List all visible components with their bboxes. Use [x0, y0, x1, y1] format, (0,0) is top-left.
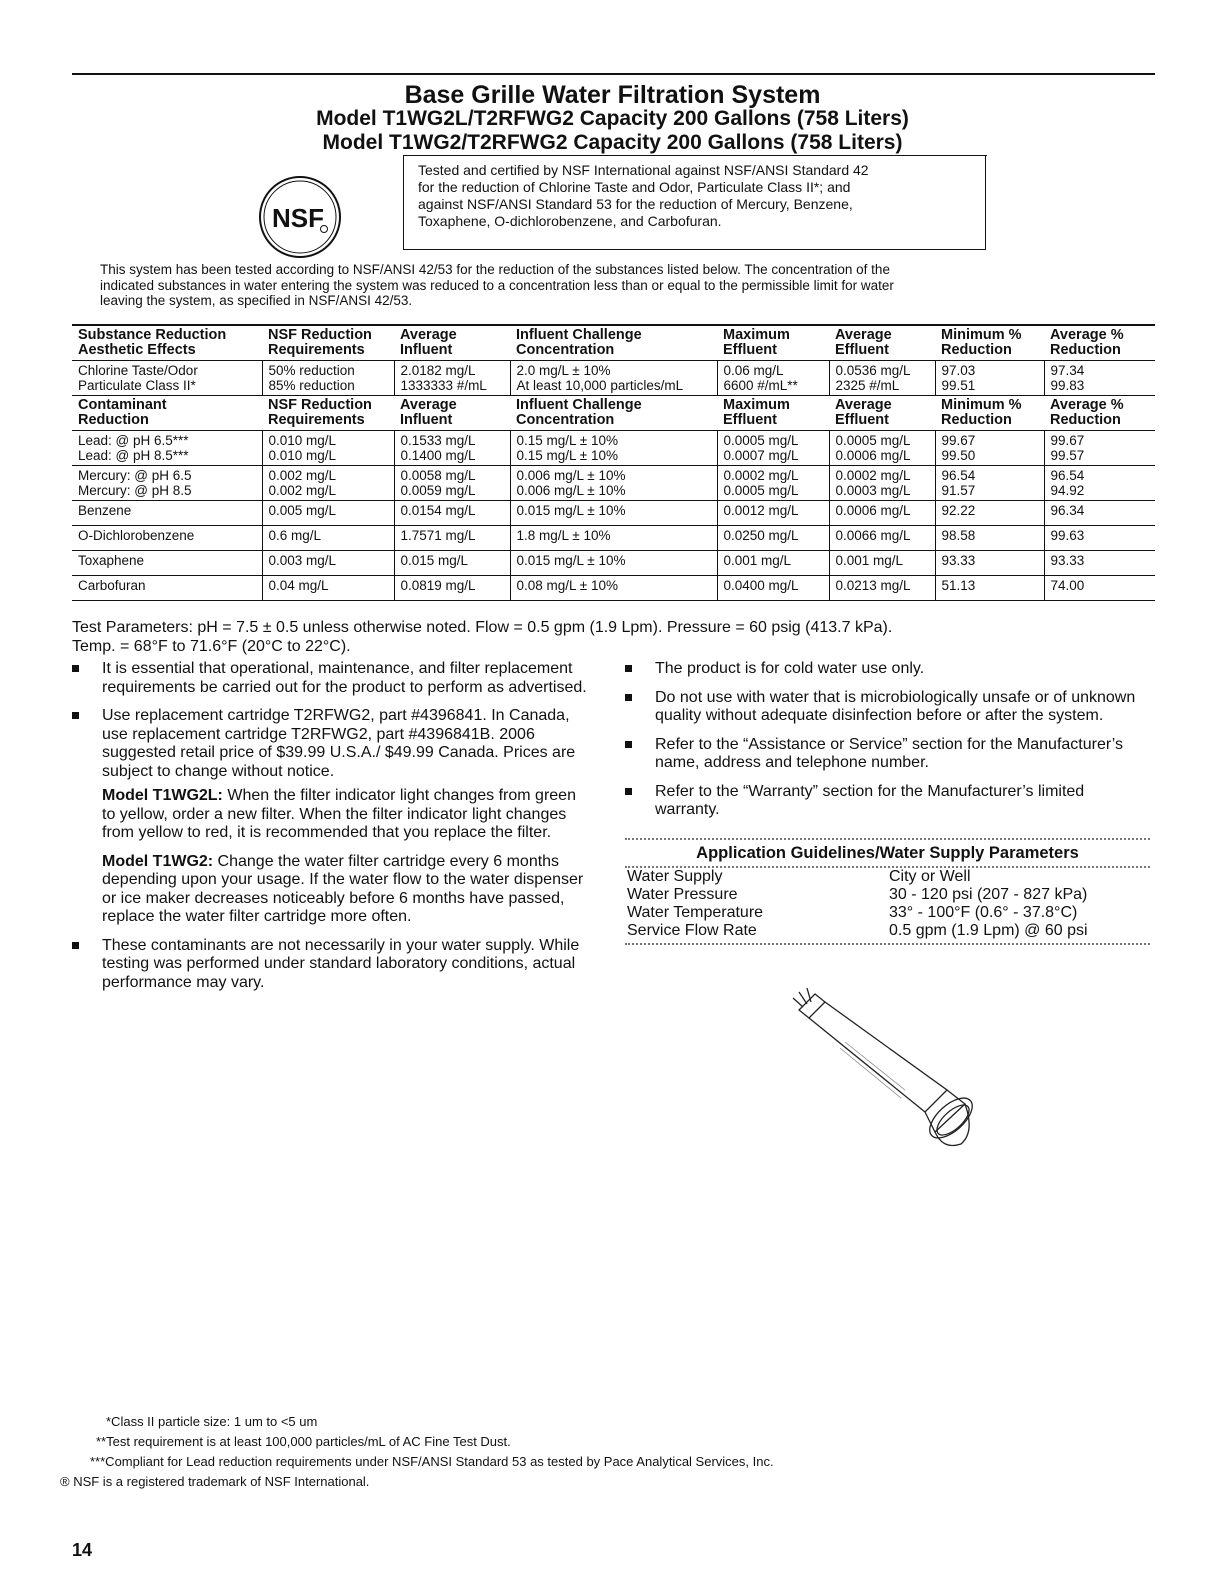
table-header-cell: NSF Reduction Requirements	[262, 396, 394, 431]
bullet-icon	[625, 788, 632, 795]
intro-line: indicated substances in water entering the system was reduced to a concentration less than or equal to the permissible limit for water	[100, 277, 894, 293]
reduction-table	[72, 324, 1155, 601]
top-rule	[72, 73, 1155, 75]
table-header-cell: Minimum % Reduction	[935, 396, 1044, 431]
table-cell: 96.54 91.57	[935, 466, 1044, 501]
table-cell: Benzene	[72, 501, 262, 526]
table-row	[72, 501, 1155, 526]
list-item: It is essential that operational, maintenance, and filter replacement requirements be carried out for the product to perform as advertised.	[72, 660, 592, 697]
table-cell: 0.0250 mg/L	[717, 526, 829, 551]
footnote: **Test requirement is at least 100,000 particles/mL of AC Fine Test Dust.	[96, 1434, 511, 1449]
table-cell: 97.03 99.51	[935, 361, 1044, 396]
table-row	[72, 361, 1155, 396]
footnote: ***Compliant for Lead reduction requirements under NSF/ANSI Standard 53 as tested by Pace Analytical Services, Inc.	[90, 1454, 774, 1469]
right-column	[625, 660, 1150, 945]
table-cell: 92.22	[935, 501, 1044, 526]
table-cell: 51.13	[935, 576, 1044, 601]
bullet-icon	[72, 942, 79, 949]
table-header-cell: Average % Reduction	[1044, 396, 1155, 431]
parameter-name: Service Flow Rate	[627, 922, 757, 939]
table-header-cell: Maximum Effluent	[717, 325, 829, 361]
nsf-logo	[258, 175, 342, 259]
table-cell: 0.0400 mg/L	[717, 576, 829, 601]
table-cell: 97.34 99.83	[1044, 361, 1155, 396]
parameter-name: Water Pressure	[627, 886, 738, 903]
model-line-1: Model T1WG2L/T2RFWG2 Capacity 200 Gallons (758 Liters)	[316, 107, 909, 130]
table-cell: 96.54 94.92	[1044, 466, 1155, 501]
table-cell: 0.1533 mg/L 0.1400 mg/L	[394, 431, 510, 466]
footnote: ® NSF is a registered trademark of NSF International.	[60, 1474, 370, 1489]
table-cell: 2.0182 mg/L 1333333 #/mL	[394, 361, 510, 396]
table-cell: 0.6 mg/L	[262, 526, 394, 551]
table-header-cell: Contaminant Reduction	[72, 396, 262, 431]
table-cell: 0.0066 mg/L	[829, 526, 935, 551]
table-cell: 99.67 99.50	[935, 431, 1044, 466]
table-cell: 0.0058 mg/L 0.0059 mg/L	[394, 466, 510, 501]
table-cell: 0.015 mg/L ± 10%	[510, 551, 717, 576]
table-cell: 1.7571 mg/L	[394, 526, 510, 551]
page-number: 14	[72, 1540, 93, 1560]
table-header-cell: Average Effluent	[829, 396, 935, 431]
table-cell: 0.04 mg/L	[262, 576, 394, 601]
intro-line: This system has been tested according to NSF/ANSI 42/53 for the reduction of the substances listed below. The concentration of the	[100, 262, 890, 277]
bullet-icon	[72, 712, 79, 719]
parameter-name: Water Supply	[627, 868, 723, 885]
table-cell: 0.0012 mg/L	[717, 501, 829, 526]
table-cell: 0.0536 mg/L 2325 #/mL	[829, 361, 935, 396]
table-cell: 1.8 mg/L ± 10%	[510, 526, 717, 551]
table-header-cell: Average Influent	[394, 325, 510, 361]
test-parameters	[72, 618, 892, 656]
table-cell: 0.15 mg/L ± 10% 0.15 mg/L ± 10%	[510, 431, 717, 466]
parameter-value: 33° - 100°F (0.6° - 37.8°C)	[889, 904, 1078, 921]
table-cell: 0.015 mg/L ± 10%	[510, 501, 717, 526]
app-guidelines-row	[625, 922, 1150, 940]
table-cell: O-Dichlorobenzene	[72, 526, 262, 551]
table-cell: 0.001 mg/L	[717, 551, 829, 576]
list-item: Refer to the “Warranty” section for the Manufacturer’s limited warranty.	[625, 783, 1150, 820]
table-cell: 0.001 mg/L	[829, 551, 935, 576]
table-cell: Lead: @ pH 6.5*** Lead: @ pH 8.5***	[72, 431, 262, 466]
table-header-cell: Maximum Effluent	[717, 396, 829, 431]
list-item: Use replacement cartridge T2RFWG2, part #4396841. In Canada, use replacement cartridge T2RFWG2, part #4396841B. 2006 suggested retail price of $39.99 U.S.A./ $49.99 Canada. Prices are subject to change without notice.	[72, 707, 592, 781]
app-guidelines-title: Application Guidelines/Water Supply Parameters	[696, 843, 1079, 862]
table-cell: 0.006 mg/L ± 10% 0.006 mg/L ± 10%	[510, 466, 717, 501]
filter-cartridge-illustration	[785, 982, 985, 1162]
list-item: Do not use with water that is microbiologically unsafe or of unknown quality without adequate disinfection before or after the system.	[625, 689, 1150, 726]
list-item: These contaminants are not necessarily in your water supply. While testing was performed under standard laboratory conditions, actual performance may vary.	[72, 937, 592, 993]
table-header-cell: Average Influent	[394, 396, 510, 431]
table-row	[72, 526, 1155, 551]
table-cell: 99.63	[1044, 526, 1155, 551]
cert-line: Toxaphene, O-dichlorobenzene, and Carbofuran.	[418, 213, 722, 229]
intro-paragraph	[100, 262, 1120, 309]
table-row	[72, 576, 1155, 601]
table-cell: 93.33	[935, 551, 1044, 576]
footnote: *Class II particle size: 1 um to <5 um	[106, 1414, 318, 1429]
parameter-value: 30 - 120 psi (207 - 827 kPa)	[889, 886, 1088, 903]
table-header-cell: Influent Challenge Concentration	[510, 325, 717, 361]
divider	[625, 943, 1150, 945]
bullet-icon	[625, 665, 632, 672]
table-cell: 74.00	[1044, 576, 1155, 601]
nsf-logo-text: NSF	[272, 203, 324, 233]
bullet-icon	[625, 694, 632, 701]
table-cell: 0.0819 mg/L	[394, 576, 510, 601]
table-header-cell: Average % Reduction	[1044, 325, 1155, 361]
app-guidelines-row	[625, 868, 1150, 886]
table-cell: 0.0154 mg/L	[394, 501, 510, 526]
left-column	[72, 660, 592, 1002]
table-cell: 0.002 mg/L 0.002 mg/L	[262, 466, 394, 501]
list-item: The product is for cold water use only.	[625, 660, 1150, 679]
table-cell: Chlorine Taste/Odor Particulate Class II*	[72, 361, 262, 396]
app-guidelines-row	[625, 904, 1150, 922]
table-header-cell: Average Effluent	[829, 325, 935, 361]
table-cell: Mercury: @ pH 6.5 Mercury: @ pH 8.5	[72, 466, 262, 501]
model-t1wg2l-note: Model T1WG2L: When the filter indicator light changes from green to yellow, order a new filter. When the filter indicator light changes from yellow to red, it is recommended that you replace the filter.	[102, 787, 576, 841]
table-cell: 98.58	[935, 526, 1044, 551]
table-header-row	[72, 396, 1155, 431]
table-cell: 99.67 99.57	[1044, 431, 1155, 466]
footnotes	[60, 1412, 774, 1492]
cert-line: Tested and certified by NSF International against NSF/ANSI Standard 42	[418, 162, 869, 178]
table-cell: Toxaphene	[72, 551, 262, 576]
cert-line: against NSF/ANSI Standard 53 for the reduction of Mercury, Benzene,	[418, 196, 853, 212]
table-row	[72, 466, 1155, 501]
table-cell: Carbofuran	[72, 576, 262, 601]
divider	[625, 838, 1150, 840]
parameter-name: Water Temperature	[627, 904, 764, 921]
table-header-cell: Minimum % Reduction	[935, 325, 1044, 361]
bullet-icon	[72, 665, 79, 672]
app-guidelines-table	[625, 868, 1150, 940]
table-cell: 0.0005 mg/L 0.0006 mg/L	[829, 431, 935, 466]
table-row	[72, 551, 1155, 576]
table-cell: 0.0002 mg/L 0.0005 mg/L	[717, 466, 829, 501]
parameter-value: City or Well	[889, 868, 971, 885]
table-row	[72, 431, 1155, 466]
table-cell: 0.003 mg/L	[262, 551, 394, 576]
table-cell: 0.0006 mg/L	[829, 501, 935, 526]
test-parameters-line: Test Parameters: pH = 7.5 ± 0.5 unless otherwise noted. Flow = 0.5 gpm (1.9 Lpm). Pressure = 60 psig (413.7 kPa).	[72, 619, 893, 636]
table-cell: 93.33	[1044, 551, 1155, 576]
table-cell: 0.08 mg/L ± 10%	[510, 576, 717, 601]
test-parameters-line: Temp. = 68°F to 71.6°F (20°C to 22°C).	[72, 638, 351, 655]
table-cell: 0.0005 mg/L 0.0007 mg/L	[717, 431, 829, 466]
table-cell: 96.34	[1044, 501, 1155, 526]
table-cell: 0.0002 mg/L 0.0003 mg/L	[829, 466, 935, 501]
model-t1wg2-note: Model T1WG2: Change the water filter cartridge every 6 months depending upon your usage. If the water flow to the water dispenser or ice maker decreases noticeably before 6 months have passed, replace the water filter cartridge more often.	[102, 852, 584, 925]
table-cell: 0.015 mg/L	[394, 551, 510, 576]
table-header-cell: Influent Challenge Concentration	[510, 396, 717, 431]
parameter-value: 0.5 gpm (1.9 Lpm) @ 60 psi	[889, 922, 1088, 939]
table-cell: 2.0 mg/L ± 10% At least 10,000 particles/mL	[510, 361, 717, 396]
table-cell: 0.0213 mg/L	[829, 576, 935, 601]
model-line-2: Model T1WG2/T2RFWG2 Capacity 200 Gallons (758 Liters)	[322, 131, 903, 154]
cert-line: for the reduction of Chlorine Taste and Odor, Particulate Class II*; and	[418, 179, 851, 195]
page-title: Base Grille Water Filtration System	[404, 81, 821, 109]
list-item: Refer to the “Assistance or Service” section for the Manufacturer’s name, address and telephone number.	[625, 736, 1150, 773]
table-cell: 0.010 mg/L 0.010 mg/L	[262, 431, 394, 466]
table-header-row	[72, 325, 1155, 361]
table-header-cell: NSF Reduction Requirements	[262, 325, 394, 361]
intro-line: leaving the system, as specified in NSF/ANSI 42/53.	[100, 293, 413, 308]
app-guidelines-row	[625, 886, 1150, 904]
certification-box	[403, 155, 986, 250]
table-header-cell: Substance Reduction Aesthetic Effects	[72, 325, 262, 361]
bullet-icon	[625, 741, 632, 748]
table-cell: 0.005 mg/L	[262, 501, 394, 526]
table-cell: 50% reduction 85% reduction	[262, 361, 394, 396]
table-cell: 0.06 mg/L 6600 #/mL**	[717, 361, 829, 396]
